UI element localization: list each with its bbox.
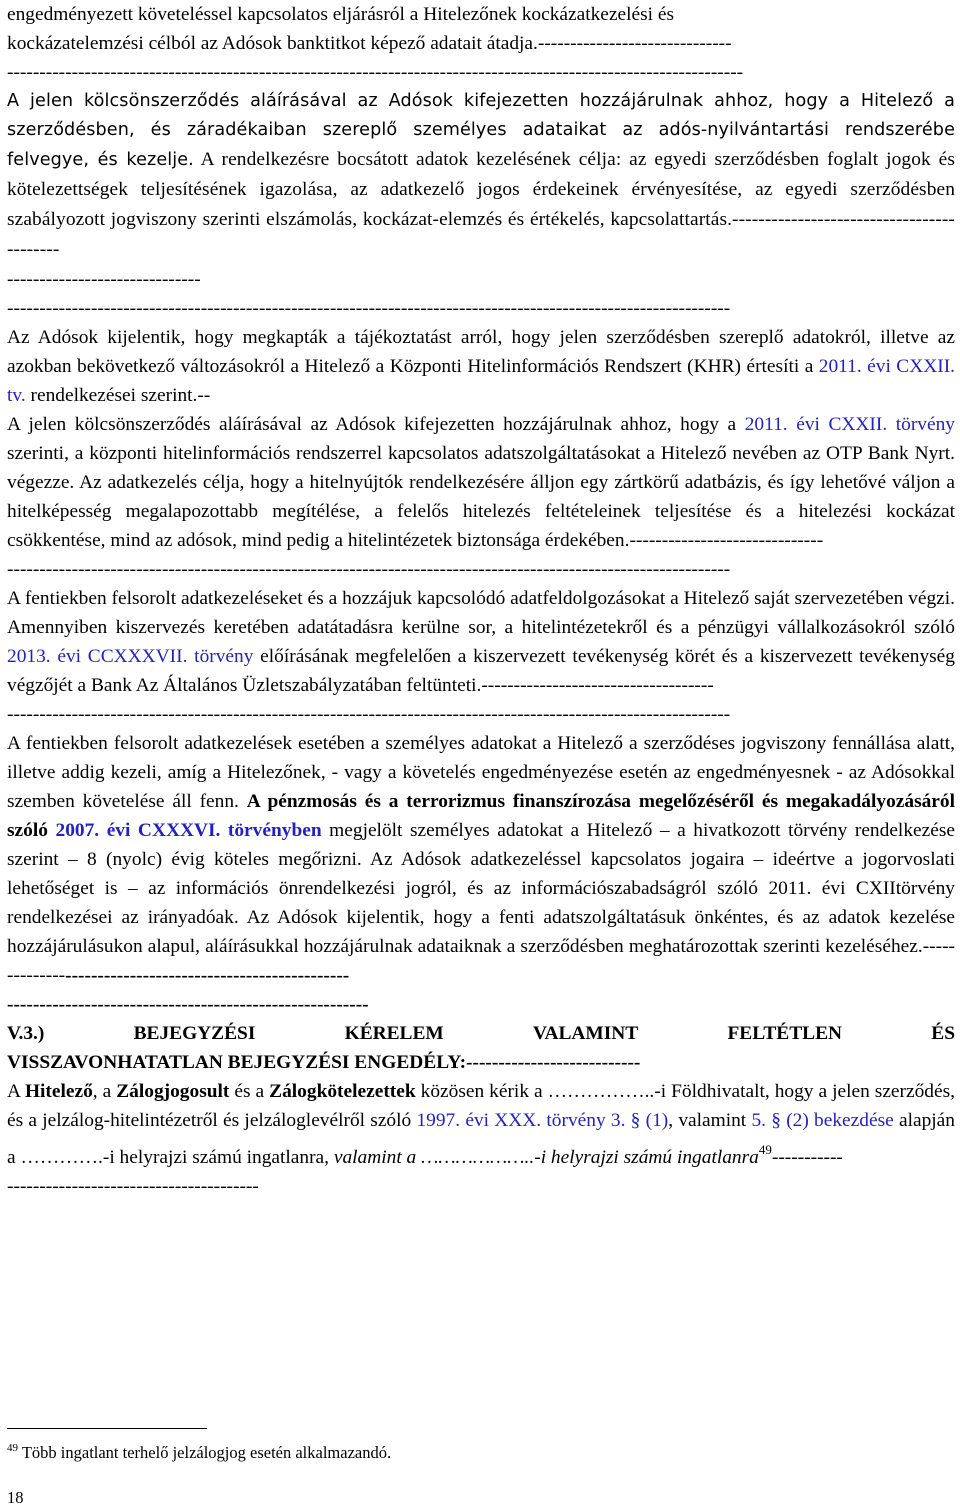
bold-text: A pénzmosás és a terrorizmus finanszírozása megelőzéséről és megakadályozásáról szóló: [7, 791, 955, 841]
section-number: V.3.): [7, 1023, 45, 1044]
law-reference-link[interactable]: 2013. évi CCXXXVII. törvény: [7, 646, 254, 667]
text-span: , a: [92, 1081, 117, 1102]
heading-text: VISSZAVONHATATLAN BEJEGYZÉSI ENGEDÉLY:: [7, 1052, 467, 1073]
law-reference-link[interactable]: 5. § (2) bekezdése: [751, 1110, 894, 1131]
text-span: A jelen kölcsönszerződés aláírásával az Adósok kifejezetten hozzájárulnak ahhoz, hogy a: [7, 414, 745, 435]
paragraph-khr-consent: [7, 410, 955, 584]
text-span: alapján a ………….-i helyrajzi számú ingatlanra,: [7, 1110, 955, 1168]
khr-consent-text: [7, 410, 955, 555]
party-zalogkotelezettek: Zálogkötelezettek: [269, 1081, 416, 1102]
text-span: közösen kérik a ……………..-i Földhivatalt, hogy a jelen szerződés, és a jelzálog-hitelintézetről és jelzáloglevélről szóló: [7, 1081, 955, 1131]
footnote-number: 49: [7, 1442, 18, 1454]
page-number: 18: [7, 1488, 24, 1507]
law-reference-link[interactable]: 2007. évi CXXXVI. törvényben: [55, 820, 322, 841]
law-reference-link[interactable]: 1997. évi XXX. törvény 3. § (1): [416, 1110, 669, 1131]
section-heading: [7, 1019, 955, 1077]
text-span: A fentiekben felsorolt adatkezeléseket és a hozzájuk kapcsolódó adatfeldolgozásokat a Hitelező saját szervezetében végzi. Amennyiben kiszervezés keretében adatátadásra kerülne sor, a hitelintézetekről és a pénzügyi vállalkozásokról szóló: [7, 588, 955, 638]
text-line: [7, 29, 955, 58]
text-span: előírásának megfelelően a kiszervezett tevékenység körét és a kiszervezett tevékenység végzőjét a Bank Az Általános Üzletszabályzatában feltünteti.: [7, 646, 955, 696]
dash-filler: -----------: [771, 1147, 843, 1168]
footnote-reference[interactable]: 49: [758, 1142, 772, 1157]
dash-line: ---------------------------------------: [7, 1176, 259, 1197]
document-page: [7, 0, 955, 1201]
dash-filler: ------------------------------: [629, 530, 824, 551]
heading-word: BEJEGYZÉSI: [133, 1023, 256, 1044]
registration-text: [7, 1077, 955, 1172]
text-line: engedményezett követeléssel kapcsolatos eljárásról a Hitelezőnek kockázatkezelési és: [7, 4, 675, 25]
text-span: , valamint: [668, 1110, 752, 1131]
section-heading-line: [7, 1019, 955, 1048]
footnote: [7, 1437, 391, 1464]
footnote-text: Több ingatlant terhelő jelzálogjog esetén alkalmazandó.: [21, 1443, 392, 1462]
text-span: szerinti, a központi hitelinformációs rendszerrel kapcsolatos adatszolgáltatásokat a Hitelező nevében az OTP Bank Nyrt. végezze. Az adatkezelés célja, hogy a hitelnyújtók rendelkezésére álljon egy zártkörű adatbázis, és így lehetővé váljon a hitelképesség megalapozottabb megítélése, a felelős hitelezés feltételeinek teljesítése és a hitelezési kockázat csökkentése, mind az adósok, mind pedig a hitelintézetek biztonsága érdekében.: [7, 443, 955, 551]
dash-line: --------------------------------------------------------: [7, 994, 369, 1015]
paragraph-retention: [7, 729, 955, 1019]
section-heading-line: [7, 1048, 955, 1077]
text-span: A jelen kölcsönszerződés aláírásával az Adósok kifejezetten hozzájárulnak ahhoz, hogy a Hitelező a szerződésben, és záradékaiban szereplő személyes adataikat az adós-nyilvántartási rendszerébe felvegye, és kezelje.: [7, 91, 955, 170]
dash-filler: ---------------------------: [466, 1052, 641, 1073]
purpose-text: A rendelkezésre bocsátott adatok kezelésének célja: az egyedi szerződésben foglalt jogok és kötelezettségek teljesítésének igazolása, az adatkezelő jogos érdekeinek érvényesítése, az egyedi szerződésben szabályozott jogviszony szerinti elszámolás, kockázat-elemzés és értékelés, kapcsolattartás.: [7, 149, 955, 230]
paragraph-outsourcing: [7, 584, 955, 729]
heading-word: KÉRELEM: [344, 1023, 444, 1044]
footnote-separator: [7, 1428, 207, 1429]
dash-line: ----------------------------------------------------------------------------------------------------------------: [7, 704, 731, 725]
dash-line: ------------------------------------------------------------------------------------------------------------------: [7, 62, 744, 83]
party-zalogjogosult: Zálogjogosult: [116, 1081, 230, 1102]
party-hitelezo: Hitelező: [24, 1081, 93, 1102]
consent-text: [7, 87, 955, 265]
heading-word: FELTÉTLEN: [727, 1023, 843, 1044]
law-reference-link[interactable]: 2011. évi CXXII. törvény: [744, 414, 955, 435]
paragraph-bank-secret: [7, 0, 955, 87]
paragraph-khr-notice: [7, 323, 955, 410]
dash-line: ----------------------------------------------------------------------------------------------------------------: [7, 298, 731, 319]
paragraph-registration-request: [7, 1077, 955, 1201]
dash-line: ------------------------------: [7, 269, 201, 290]
dash-line: ----------------------------------------------------------------------------------------------------------------: [7, 559, 731, 580]
outsourcing-text: [7, 584, 955, 700]
text-span: A fentiekben felsorolt adatkezelések esetében a személyes adatokat a Hitelező a szerződéses jogviszony fennállása alatt, illetve addig kezeli, amíg a Hitelezőnek, - vagy a követelés engedményezése esetén az engedményesnek - az Adósokkal szemben követelése áll fenn.: [7, 733, 955, 812]
retention-text: [7, 729, 955, 990]
text-span: megjelölt személyes adatokat a Hitelező – a hivatkozott törvény rendelkezése szerint – 8 (nyolc) évig köteles megőrizni. Az Adósok adatkezeléssel kapcsolatos jogaira – ideértve a jogorvoslati lehetőséget is – az információs önrendelkezési jogról, és az információszabadságról szóló 2011. évi CXIItörvény rendelkezései az irányadóak. Az Adósok kijelentik, hogy a fenti adatszolgáltatásuk önkéntes, és az adatok kezelése hozzájárulásukon alapul, aláírásukkal hozzájárulnak adataiknak a szerződésben meghatározottak szerinti kezeléséhez.: [7, 820, 955, 957]
law-reference-link[interactable]: 2011. évi CXXII. tv.: [7, 356, 956, 406]
text-span: rendelkezései szerint.--: [25, 385, 211, 406]
text-span: és a: [229, 1081, 270, 1102]
dash-filler: ------------------------------------: [481, 675, 714, 696]
dash-filler: ------------------------------------------: [7, 209, 955, 260]
text-span: A: [7, 1081, 25, 1102]
dash-filler-bold: --------------------------------------------: [65, 965, 350, 986]
heading-word: ÉS: [931, 1023, 955, 1044]
heading-word: VALAMINT: [532, 1023, 639, 1044]
dash-filler: ------------------------------: [537, 33, 732, 54]
dash-filler: --------------: [7, 936, 955, 986]
text-span: Az Adósok kijelentik, hogy megkapták a tájékoztatást arról, hogy jelen szerződésben szereplő adatokról, illetve az azokban bekövetkező változásokról a Hitelező a Központi Hitelinformációs Rendszert (KHR) értesíti a: [7, 327, 955, 377]
paragraph-data-consent: [7, 87, 955, 323]
text-span: kockázatelemzési célból az Adósok banktitkot képező adatait átadja.: [7, 33, 538, 54]
italic-text: valamint a ………………..-i helyrajzi számú ingatlanra: [333, 1147, 759, 1168]
